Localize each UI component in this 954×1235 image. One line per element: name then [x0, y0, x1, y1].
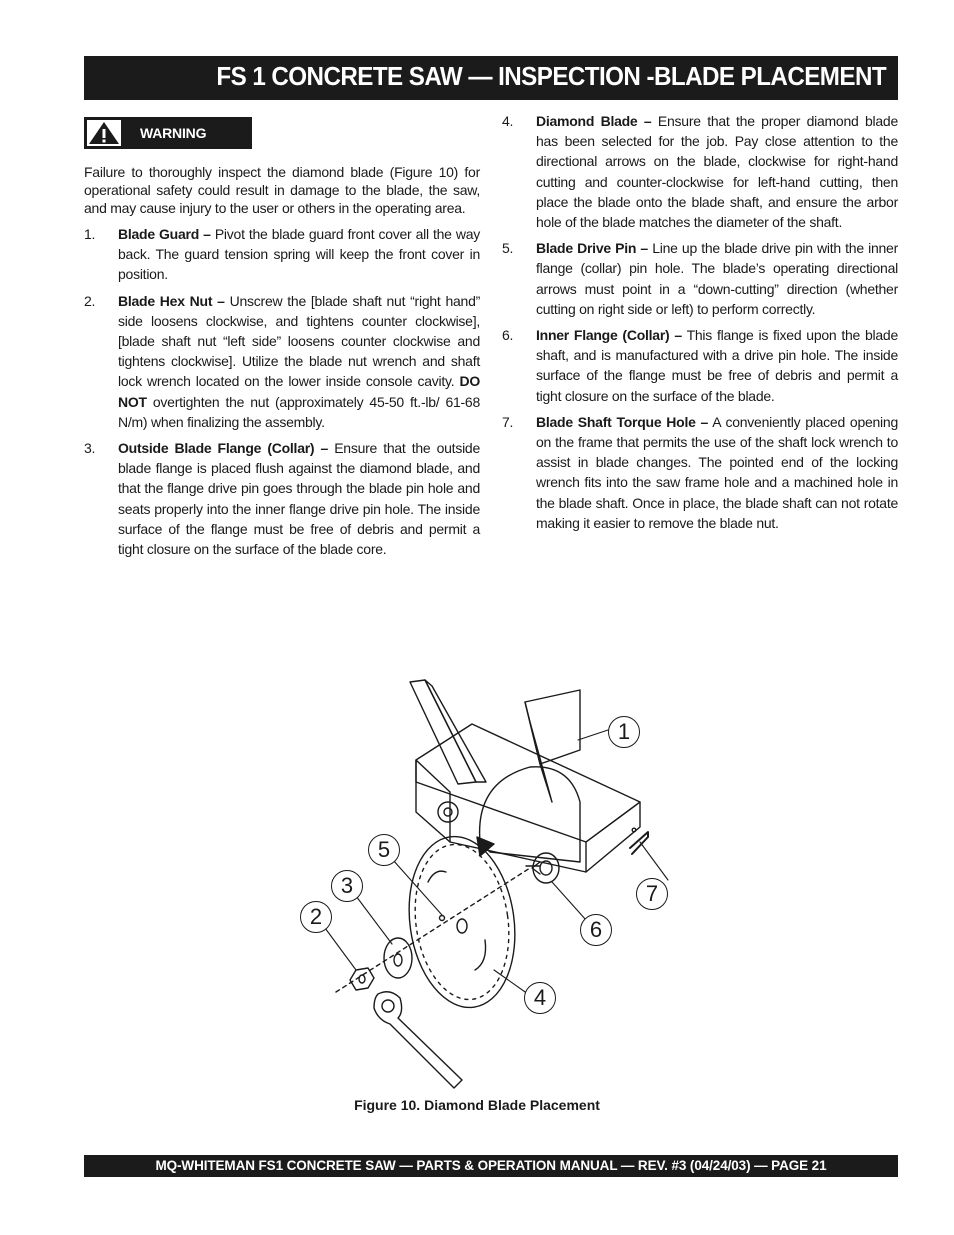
item-number: 5. — [502, 240, 514, 257]
callout-2: 2 — [300, 901, 332, 933]
page-footer — [84, 1155, 898, 1177]
callout-4: 4 — [524, 982, 556, 1014]
item-title: Blade Hex Nut – — [118, 292, 225, 309]
warning-badge — [84, 117, 252, 149]
callout-6: 6 — [580, 914, 612, 946]
list-item-1 — [84, 224, 480, 285]
list-item-5 — [502, 238, 898, 319]
callout-7: 7 — [636, 878, 668, 910]
item-title: Inner Flange (Collar) – — [536, 327, 682, 344]
left-column — [84, 163, 480, 559]
item-number: 2. — [84, 292, 96, 309]
list-item-7 — [502, 412, 898, 533]
item-number: 3. — [84, 440, 96, 457]
list-item-6 — [502, 325, 898, 406]
item-number: 6. — [502, 327, 514, 344]
warning-text: Failure to thoroughly inspect the diamond blade (Figure 10) for operational safety could result in damage to the blade, the saw, and may cause injury to the user or others in the operating area. — [84, 164, 480, 216]
list-item-3 — [84, 438, 480, 559]
item-title: Outside Blade Flange (Collar) – — [118, 440, 329, 457]
callout-1: 1 — [608, 716, 640, 748]
item-text: This flange is fixed upon the blade shaft, and is manufactured with a drive pin hole. The inside surface of the flange must be free of debris and permit a tight closure on the surface of the blade. — [536, 327, 898, 404]
diamond-blade-drawing — [399, 830, 526, 1015]
item-text: Unscrew the [blade shaft nut “right hand” side loosens clockwise, and tightens counter clockwise], [blade shaft nut “left side” loosens counter clockwise and tightens clockwise]. Utilize the blade nut wrench and shaft lock wrench located on the lower inside console cavity. — [118, 292, 481, 390]
item-title: Diamond Blade – — [536, 113, 652, 129]
item-text: Line up the blade drive pin with the inner flange (collar) pin hole. The blade’s operating directional arrows must point in a “down-cutting” direction (whether cutting on right side or left) to perform correctly. — [536, 240, 898, 317]
figure-caption: Figure 10. Diamond Blade Placement — [354, 1097, 600, 1113]
item-title: Blade Guard – — [118, 226, 211, 242]
warning-icon-box — [87, 120, 121, 146]
list-item-2 — [84, 291, 480, 432]
right-column — [502, 111, 898, 533]
item-title: Blade Shaft Torque Hole – — [536, 413, 709, 430]
page-title-bar — [84, 56, 898, 100]
item-number: 1. — [84, 226, 96, 242]
item-text: Pivot the blade guard front cover all the way back. The guard tension spring will keep the front cover in position. — [118, 226, 481, 283]
callout-3: 3 — [331, 870, 363, 902]
item-text: Ensure that the outside blade flange is placed flush against the diamond blade, and that the flange drive pin goes through the blade pin hole and seats properly into the inner flange drive pin hole. The inside surface of the flange must be free of debris and permit a tight closure on the surface of the blade core. — [118, 440, 480, 558]
item-number: 7. — [502, 413, 514, 430]
item-number: 4. — [502, 113, 514, 129]
warning-label: WARNING — [140, 125, 207, 141]
item-title: Blade Drive Pin – — [536, 240, 648, 257]
saw-frame-drawing — [410, 680, 648, 883]
item-text-cont: overtighten the nut (approximately 45-50 ft.-lb/ 61-68 N/m) when finalizing the assembly. — [118, 393, 481, 430]
item-emphasis: DO NOT — [118, 373, 480, 410]
page-title: FS 1 CONCRETE SAW — INSPECTION -BLADE PLACEMENT — [216, 61, 886, 91]
diamond-blade-figure — [290, 672, 670, 1092]
item-text: A conveniently placed opening on the frame that permits the use of the shaft lock wrench to assist in blade changes. The pointed end of the locking wrench fits into the saw frame hole and a machined hole in the blade shaft. Once in place, the blade shaft can not rotate making it easier to remove the blade nut. — [536, 413, 898, 531]
flange-nut-wrench-drawing — [336, 868, 530, 1088]
list-item-4 — [502, 111, 898, 232]
footer-text: MQ-WHITEMAN FS1 CONCRETE SAW — PARTS & OPERATION MANUAL — REV. #3 (04/24/03) — PAGE 21 — [155, 1158, 827, 1173]
warning-icon — [87, 120, 121, 146]
item-text: Ensure that the proper diamond blade has been selected for the job. Pay close attention to the directional arrows on the blade, clockwise for right-hand cutting and counter-clockwise for left-hand cutting, then place the blade onto the blade shaft, and ensure the arbor hole of the blade matches the diameter of the shaft. — [536, 113, 898, 231]
callout-5: 5 — [368, 834, 400, 866]
